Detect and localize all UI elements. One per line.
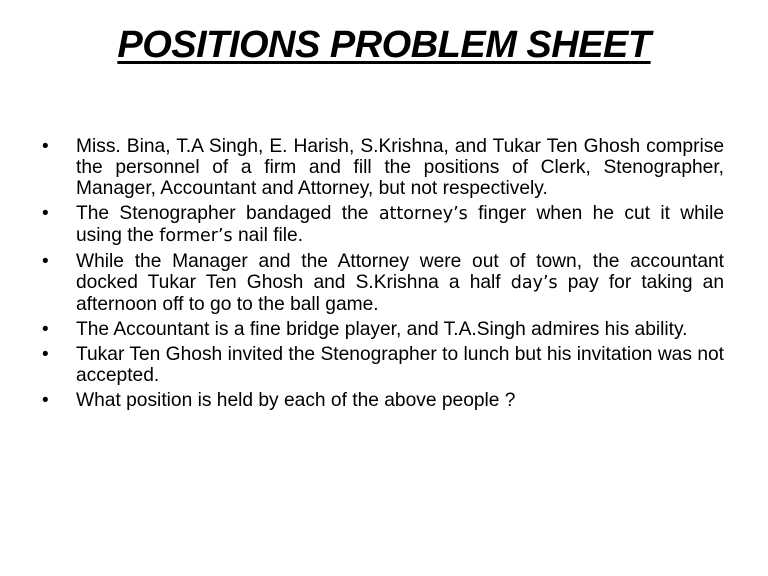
bullet-item: [38, 136, 724, 199]
bullet-text: [76, 390, 724, 411]
bullet-icon: •: [42, 136, 49, 157]
bullet-text-part: pay for taking an afternoon off to go to the ball game.: [76, 272, 724, 315]
bullet-text: [76, 251, 724, 315]
bullet-item: [38, 203, 724, 247]
bullet-icon: •: [42, 203, 49, 224]
bullet-list: [38, 136, 724, 415]
bullet-text: [76, 136, 724, 199]
page-title: [0, 22, 768, 68]
bullet-icon: •: [42, 319, 49, 340]
bullet-text-emphasis: attorney’s: [378, 204, 468, 224]
bullet-text-part: Tukar Ten Ghosh invited the Stenographer to lunch but his invitation was not accepted.: [76, 344, 724, 386]
bullet-text-part: What position is held by each of the above people ?: [76, 390, 516, 411]
bullet-text-emphasis: former’s: [159, 226, 233, 246]
bullet-text-emphasis: day’s: [510, 273, 558, 293]
bullet-text-part: The Accountant is a fine bridge player, and T.A.Singh admires his ability.: [76, 319, 688, 340]
bullet-icon: •: [42, 251, 49, 272]
bullet-text-part: Miss. Bina, T.A Singh, E. Harish, S.Krishna, and Tukar Ten Ghosh comprise the personnel of a firm and fill the positions of Clerk, Stenographer, Manager, Accountant and Attorney, but not respectively.: [76, 136, 724, 199]
bullet-item: [38, 390, 724, 411]
bullet-text: [76, 203, 724, 247]
bullet-item: [38, 344, 724, 386]
bullet-text-part: finger when he cut it while using the: [76, 203, 724, 246]
bullet-icon: •: [42, 344, 49, 365]
bullet-text: [76, 319, 724, 340]
bullet-text-part: The Stenographer bandaged the: [76, 203, 379, 224]
bullet-item: [38, 251, 724, 315]
page-title-text: POSITIONS PROBLEM SHEET: [117, 24, 651, 66]
bullet-item: [38, 319, 724, 340]
bullet-icon: •: [42, 390, 49, 411]
bullet-text: [76, 344, 724, 386]
bullet-text-part: While the Manager and the Attorney were out of town, the accountant docked Tukar Ten Ghosh and S.Krishna a half: [76, 251, 724, 293]
bullet-text-part: nail file.: [232, 225, 304, 246]
